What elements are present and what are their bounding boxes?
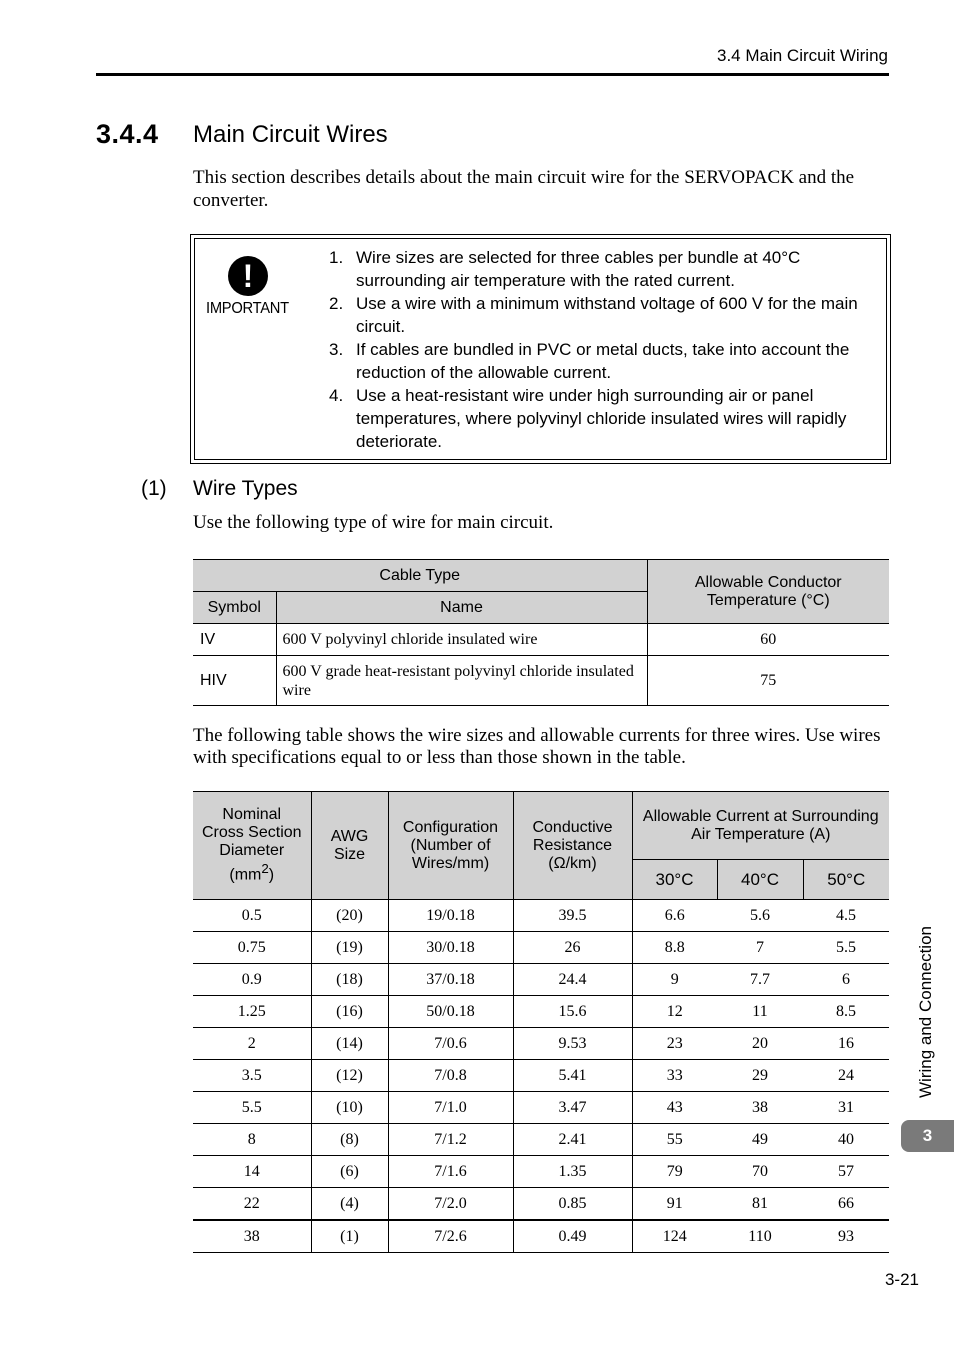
current-30-cell: 43 — [632, 1092, 717, 1124]
subsection-title: Wire Types — [193, 477, 298, 500]
cable-type-table — [193, 559, 889, 706]
name-cell: 600 V polyvinyl chloride insulated wire — [276, 624, 647, 656]
temp-cell: 60 — [647, 624, 889, 656]
configuration-cell: 7/2.0 — [388, 1188, 513, 1221]
diameter-cell: 0.5 — [193, 900, 311, 932]
name-cell: 600 V grade heat-resistant polyvinyl chloride insulated wire — [276, 656, 647, 706]
wire-size-table — [193, 791, 889, 1253]
configuration-cell: 50/0.18 — [388, 996, 513, 1028]
table-row — [193, 900, 889, 932]
resistance-cell: 2.41 — [513, 1124, 632, 1156]
diameter-cell: 22 — [193, 1188, 311, 1221]
note-number: 1. — [329, 248, 344, 267]
diameter-cell: 8 — [193, 1124, 311, 1156]
current-40-cell: 5.6 — [717, 900, 803, 932]
note-number: 4. — [329, 386, 344, 405]
wire-table-body — [193, 900, 889, 1253]
resistance-cell: 24.4 — [513, 964, 632, 996]
current-50-cell: 4.5 — [803, 900, 889, 932]
current-40-cell: 29 — [717, 1060, 803, 1092]
table-row — [193, 624, 889, 656]
awg-cell: (8) — [311, 1124, 388, 1156]
table-row — [193, 996, 889, 1028]
important-box — [190, 234, 891, 464]
temp-40-header: 40°C — [717, 860, 803, 900]
diameter-unit-sup: 2 — [261, 861, 269, 877]
table-row — [193, 1124, 889, 1156]
current-30-cell: 23 — [632, 1028, 717, 1060]
name-header: Name — [276, 592, 647, 624]
chapter-side-tab-label: Wiring and Connection — [916, 926, 935, 1098]
resistance-cell: 3.47 — [513, 1092, 632, 1124]
table-row — [193, 1220, 889, 1253]
current-50-cell: 40 — [803, 1124, 889, 1156]
current-30-cell: 8.8 — [632, 932, 717, 964]
symbol-cell: IV — [193, 624, 276, 656]
awg-cell: (1) — [311, 1220, 388, 1253]
current-50-cell: 6 — [803, 964, 889, 996]
awg-cell: (12) — [311, 1060, 388, 1092]
current-50-cell: 31 — [803, 1092, 889, 1124]
wire-size-paragraph: The following table shows the wire sizes and allowable currents for three wires. Use wires with specifications equal to or less than those shown in the table. — [193, 725, 881, 768]
current-50-cell: 66 — [803, 1188, 889, 1221]
current-40-cell: 20 — [717, 1028, 803, 1060]
diameter-cell: 2 — [193, 1028, 311, 1060]
diameter-cell: 0.75 — [193, 932, 311, 964]
header-rule — [96, 73, 889, 76]
table-row — [193, 1156, 889, 1188]
resistance-cell: 0.49 — [513, 1220, 632, 1253]
note-number: 2. — [329, 294, 344, 313]
diameter-unit: (mm — [229, 866, 262, 884]
table-row — [193, 1028, 889, 1060]
awg-cell: (16) — [311, 996, 388, 1028]
configuration-cell: 7/1.2 — [388, 1124, 513, 1156]
important-note-3 — [329, 338, 881, 384]
diameter-cell: 38 — [193, 1220, 311, 1253]
table-row — [193, 932, 889, 964]
allowable-temp-header: Allowable Conductor Temperature (°C) — [647, 560, 889, 624]
resistance-cell: 26 — [513, 932, 632, 964]
current-30-cell: 12 — [632, 996, 717, 1028]
diameter-unit-close: ) — [268, 866, 275, 884]
current-50-cell: 5.5 — [803, 932, 889, 964]
resistance-cell: 9.53 — [513, 1028, 632, 1060]
note-text: If cables are bundled in PVC or metal ducts, take into account the reduction of the allowable current. — [356, 340, 850, 382]
resistance-header: Conductive Resistance (Ω/km) — [513, 792, 632, 900]
current-40-cell: 38 — [717, 1092, 803, 1124]
configuration-cell: 7/0.8 — [388, 1060, 513, 1092]
awg-cell: (20) — [311, 900, 388, 932]
table-row — [193, 656, 889, 706]
awg-cell: (4) — [311, 1188, 388, 1221]
configuration-cell: 7/0.6 — [388, 1028, 513, 1060]
note-text: Wire sizes are selected for three cables per bundle at 40°C surrounding air temperature with the rated current. — [356, 248, 801, 290]
resistance-cell: 1.35 — [513, 1156, 632, 1188]
note-text: Use a wire with a minimum withstand voltage of 600 V for the main circuit. — [356, 294, 858, 336]
configuration-cell: 7/1.0 — [388, 1092, 513, 1124]
current-40-cell: 110 — [717, 1220, 803, 1253]
section-intro: This section describes details about the main circuit wire for the SERVOPACK and the converter. — [193, 167, 855, 211]
temp-30-header: 30°C — [632, 860, 717, 900]
subsection-number: (1) — [141, 477, 167, 500]
awg-cell: (14) — [311, 1028, 388, 1060]
current-40-cell: 81 — [717, 1188, 803, 1221]
current-30-cell: 55 — [632, 1124, 717, 1156]
resistance-cell: 5.41 — [513, 1060, 632, 1092]
table-row — [193, 964, 889, 996]
configuration-cell: 7/1.6 — [388, 1156, 513, 1188]
note-number: 3. — [329, 340, 344, 359]
cable-type-header: Cable Type — [193, 560, 647, 592]
important-note-4 — [329, 384, 881, 453]
subsection-intro: Use the following type of wire for main circuit. — [193, 512, 554, 533]
important-label: IMPORTANT — [206, 300, 289, 317]
diameter-header — [193, 792, 311, 900]
exclamation-icon: ! — [228, 256, 268, 296]
diameter-cell: 0.9 — [193, 964, 311, 996]
allowable-current-header: Allowable Current at Surrounding Air Temperature (A) — [632, 792, 889, 860]
temp-50-header: 50°C — [803, 860, 889, 900]
resistance-cell: 15.6 — [513, 996, 632, 1028]
resistance-cell: 0.85 — [513, 1188, 632, 1221]
current-40-cell: 7 — [717, 932, 803, 964]
current-30-cell: 6.6 — [632, 900, 717, 932]
symbol-cell: HIV — [193, 656, 276, 706]
running-header: 3.4 Main Circuit Wiring — [717, 46, 888, 65]
diameter-header-text: Nominal Cross Section Diameter — [201, 806, 302, 860]
current-30-cell: 124 — [632, 1220, 717, 1253]
important-notes — [329, 246, 881, 453]
current-40-cell: 7.7 — [717, 964, 803, 996]
current-50-cell: 57 — [803, 1156, 889, 1188]
temp-cell: 75 — [647, 656, 889, 706]
symbol-header: Symbol — [193, 592, 276, 624]
awg-cell: (18) — [311, 964, 388, 996]
configuration-cell: 30/0.18 — [388, 932, 513, 964]
configuration-cell: 37/0.18 — [388, 964, 513, 996]
current-40-cell: 11 — [717, 996, 803, 1028]
current-50-cell: 8.5 — [803, 996, 889, 1028]
section-title: Main Circuit Wires — [193, 121, 388, 148]
current-30-cell: 9 — [632, 964, 717, 996]
page-number: 3-21 — [884, 1270, 919, 1289]
current-30-cell: 91 — [632, 1188, 717, 1221]
table-row — [193, 1188, 889, 1221]
current-40-cell: 49 — [717, 1124, 803, 1156]
current-40-cell: 70 — [717, 1156, 803, 1188]
configuration-cell: 7/2.6 — [388, 1220, 513, 1253]
awg-cell: (19) — [311, 932, 388, 964]
current-30-cell: 79 — [632, 1156, 717, 1188]
chapter-number-badge: 3 — [901, 1120, 954, 1152]
current-50-cell: 93 — [803, 1220, 889, 1253]
diameter-cell: 3.5 — [193, 1060, 311, 1092]
important-note-1 — [329, 246, 881, 292]
diameter-cell: 14 — [193, 1156, 311, 1188]
note-text: Use a heat-resistant wire under high surrounding air or panel temperatures, where polyvinyl chloride insulated wires will rapidly deteriorate. — [356, 386, 847, 451]
current-50-cell: 24 — [803, 1060, 889, 1092]
awg-header: AWG Size — [311, 792, 388, 900]
important-note-2 — [329, 292, 881, 338]
table-row — [193, 1092, 889, 1124]
section-number: 3.4.4 — [96, 119, 159, 149]
current-50-cell: 16 — [803, 1028, 889, 1060]
important-inner-frame — [194, 238, 887, 460]
awg-cell: (6) — [311, 1156, 388, 1188]
diameter-cell: 5.5 — [193, 1092, 311, 1124]
resistance-cell: 39.5 — [513, 900, 632, 932]
current-30-cell: 33 — [632, 1060, 717, 1092]
awg-cell: (10) — [311, 1092, 388, 1124]
table-row — [193, 1060, 889, 1092]
configuration-cell: 19/0.18 — [388, 900, 513, 932]
configuration-header: Configuration (Number of Wires/mm) — [388, 792, 513, 900]
diameter-cell: 1.25 — [193, 996, 311, 1028]
